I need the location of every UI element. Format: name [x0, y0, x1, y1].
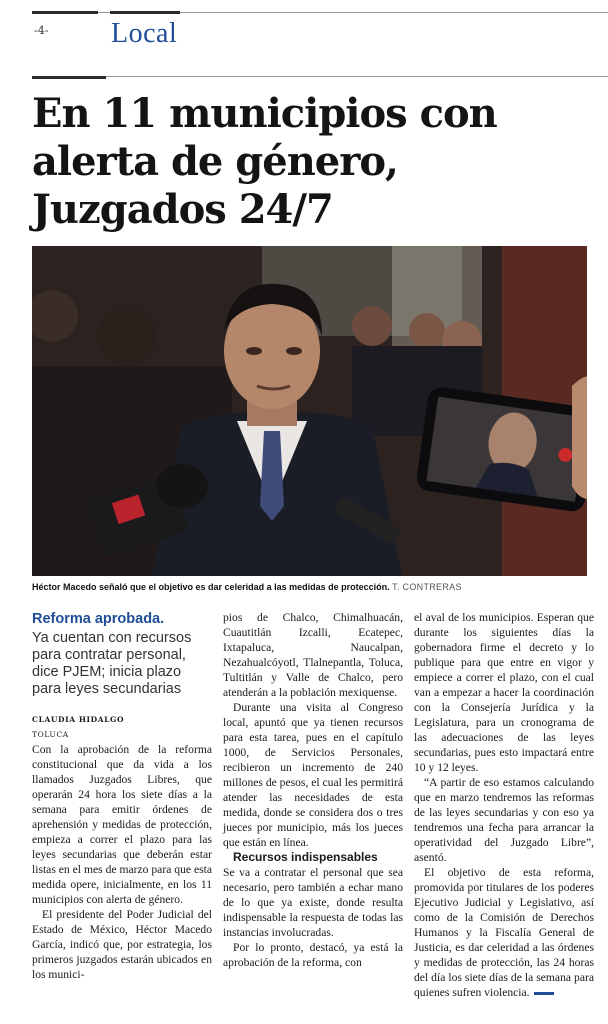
paragraph: Se va a contratar el personal que sea necesario, pero también a echar mano de lo que ya existe, donde resulta indispensable la respuesta de todas las instancias involucradas. — [223, 866, 403, 939]
paragraph-text: El objetivo de esta reforma, promovida por titulares de los poderes Ejecutivo Judicial y Legislativo, así como de la Comisión de Derechos Humanos y la Fiscalía General de Justicia, es dar celeridad a las órdenes y medidas de protección, las 24 horas del día los siete días de la semana para quienes sufren violencia. — [414, 866, 594, 999]
paragraph: Durante una visita al Congreso local, apuntó que ya tienen recursos para esta tarea, pues en el capítulo 1000, de Servicios Personales, recibieron un incremento de 240 millones de pesos, el cual les permitirá atender las necesidades de esta medida, donde se considera dos o tres jueces por municipio, más los jueces que están en línea. — [223, 701, 403, 849]
section-title: Local — [111, 18, 178, 49]
paragraph-last — [414, 865, 594, 1000]
paragraph: Con la aprobación de la reforma constitucional que da vida a los llamados Juzgados Libres, que operarán 24 hora los siete días a la semana para emitir órdenes de aprehensión y medidas de protección, empieza a correr el plazo para las leyes secundarias que deberán estar listas en el mes de marzo para que esta medida opere, inicialmente, en los 11 municipios con alerta de género. — [32, 743, 212, 906]
column-3 — [414, 610, 594, 1000]
photo-caption — [32, 582, 592, 592]
paragraph: el aval de los municipios. Esperan que durante los siguientes días la gobernadora firme el decreto y lo publique para que entre en vigor y empiece a correr el plazo, con el cual van a empezar a hacer la coordinación con la Consejería Jurídica y la Legislatura, para un cronograma de las adecuaciones de las leyes secundarias, pues esto impactará entre 10 y 12 leyes. — [414, 611, 594, 774]
headline: En 11 municipios con alerta de género, Juzgados 24/7 — [32, 90, 497, 233]
paragraph: Por lo pronto, destacó, ya está la aprobación de la reforma, con — [223, 941, 403, 969]
byline: CLAUDIA HIDALGO — [32, 715, 125, 724]
column-1 — [32, 610, 212, 982]
dateline-place: TOLUCA — [32, 730, 69, 739]
news-photo — [32, 246, 587, 576]
caption-text: Héctor Macedo señaló que el objetivo es dar celeridad a las medidas de protección. — [32, 582, 390, 592]
photo-credit: T. CONTRERAS — [392, 582, 462, 592]
subheading: Recursos indispensables — [233, 850, 378, 864]
page-number: -4- — [34, 24, 49, 37]
deck: Ya cuentan con recursos para contratar personal, dice PJEM; inicia plazo para leyes secundarias — [32, 630, 192, 697]
photo-illustration — [32, 246, 587, 576]
kicker: Reforma aprobada. — [32, 611, 165, 627]
paragraph: “A partir de eso estamos calculando que en marzo tendremos las reformas de las leyes secundarias y con eso ya tendremos una fecha para arrancar la operatividad del Juzgado Libre”, asentó. — [414, 776, 594, 864]
column-2 — [223, 610, 403, 970]
end-mark — [534, 992, 554, 995]
paragraph: pios de Chalco, Chimalhuacán, Cuautitlán Izcalli, Ecatepec, Ixtapaluca, Naucalpan, Nezahualcóyotl, Tlalnepantla, Toluca, Tultitlán y Valle de Chalco, pero atenderán a la población mexiquense. — [223, 611, 403, 699]
paragraph: El presidente del Poder Judicial del Estado de México, Héctor Macedo García, indicó que, por estrategia, los primeros juzgados estarán ubicados en los munici- — [32, 908, 212, 981]
